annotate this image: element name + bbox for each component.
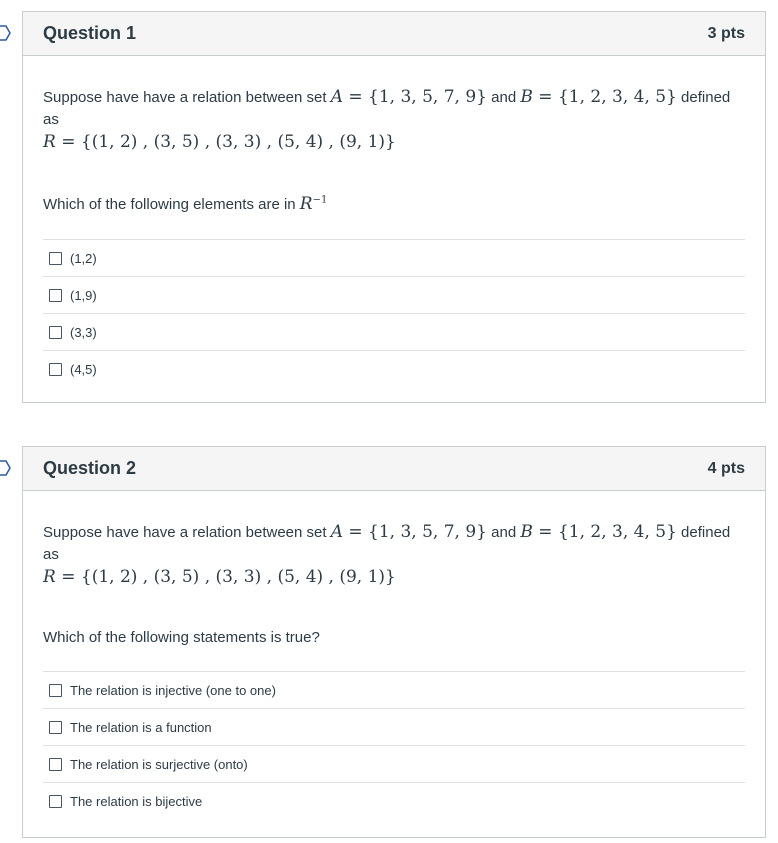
- question-text: [43, 86, 745, 154]
- checkbox[interactable]: [49, 684, 62, 697]
- answer-option[interactable]: [43, 314, 745, 351]
- answer-label: (1,9): [70, 287, 97, 303]
- question-ask: Which of the following elements are in $R^{-1}$: [43, 194, 328, 214]
- answer-option[interactable]: [43, 783, 745, 820]
- question-flag-icon[interactable]: [0, 25, 12, 41]
- math-relation: R = {(1, 2) , (3, 5) , (3, 3) , (5, 4) , (9, 1)}: [43, 132, 396, 152]
- question-body: [23, 56, 765, 388]
- answer-option[interactable]: [43, 351, 745, 388]
- checkbox[interactable]: [49, 758, 62, 771]
- math-set-a: A = {1, 3, 5, 7, 9}: [330, 522, 487, 542]
- answer-option[interactable]: [43, 709, 745, 746]
- answer-list: [43, 239, 745, 388]
- question-intro: Suppose have have a relation between set: [43, 89, 331, 106]
- question-points: 4 pts: [707, 459, 745, 477]
- math-set-b: B = {1, 2, 3, 4, 5}: [520, 87, 677, 107]
- checkbox[interactable]: [49, 721, 62, 734]
- and-word: and: [487, 524, 521, 541]
- checkbox[interactable]: [49, 252, 62, 265]
- answer-option[interactable]: [43, 277, 745, 314]
- math-set-a: A = {1, 3, 5, 7, 9}: [330, 87, 487, 107]
- answer-list: [43, 671, 745, 820]
- question-2: [22, 446, 766, 838]
- defined-as: defined as: [43, 524, 731, 563]
- answer-option[interactable]: [43, 672, 745, 709]
- answer-label: The relation is a function: [70, 719, 212, 735]
- answer-label: (1,2): [70, 250, 97, 266]
- checkbox[interactable]: [49, 363, 62, 376]
- answer-label: (4,5): [70, 362, 97, 377]
- and-word: and: [487, 89, 521, 106]
- question-text: [43, 521, 745, 589]
- question-body: [23, 491, 765, 820]
- checkbox[interactable]: [49, 326, 62, 339]
- answer-label: The relation is injective (one to one): [70, 682, 276, 698]
- question-ask: Which of the following statements is true?: [43, 629, 320, 646]
- defined-as: defined as: [43, 89, 731, 128]
- math-relation: R = {(1, 2) , (3, 5) , (3, 3) , (5, 4) , (9, 1)}: [43, 567, 396, 587]
- question-title: Question 1: [43, 23, 137, 43]
- question-title: Question 2: [43, 458, 137, 478]
- answer-label: The relation is surjective (onto): [70, 756, 248, 772]
- answer-label: (3,3): [70, 324, 97, 340]
- checkbox[interactable]: [49, 795, 62, 808]
- question-points: 3 pts: [707, 24, 745, 42]
- checkbox[interactable]: [49, 289, 62, 302]
- answer-label: The relation is bijective: [70, 794, 203, 809]
- answer-option[interactable]: [43, 746, 745, 783]
- question-1: [22, 11, 766, 403]
- question-header: [23, 447, 765, 491]
- math-set-b: B = {1, 2, 3, 4, 5}: [520, 522, 677, 542]
- answer-option[interactable]: [43, 240, 745, 277]
- question-intro: Suppose have have a relation between set: [43, 524, 331, 541]
- question-flag-icon[interactable]: [0, 460, 12, 476]
- question-header: [23, 12, 765, 56]
